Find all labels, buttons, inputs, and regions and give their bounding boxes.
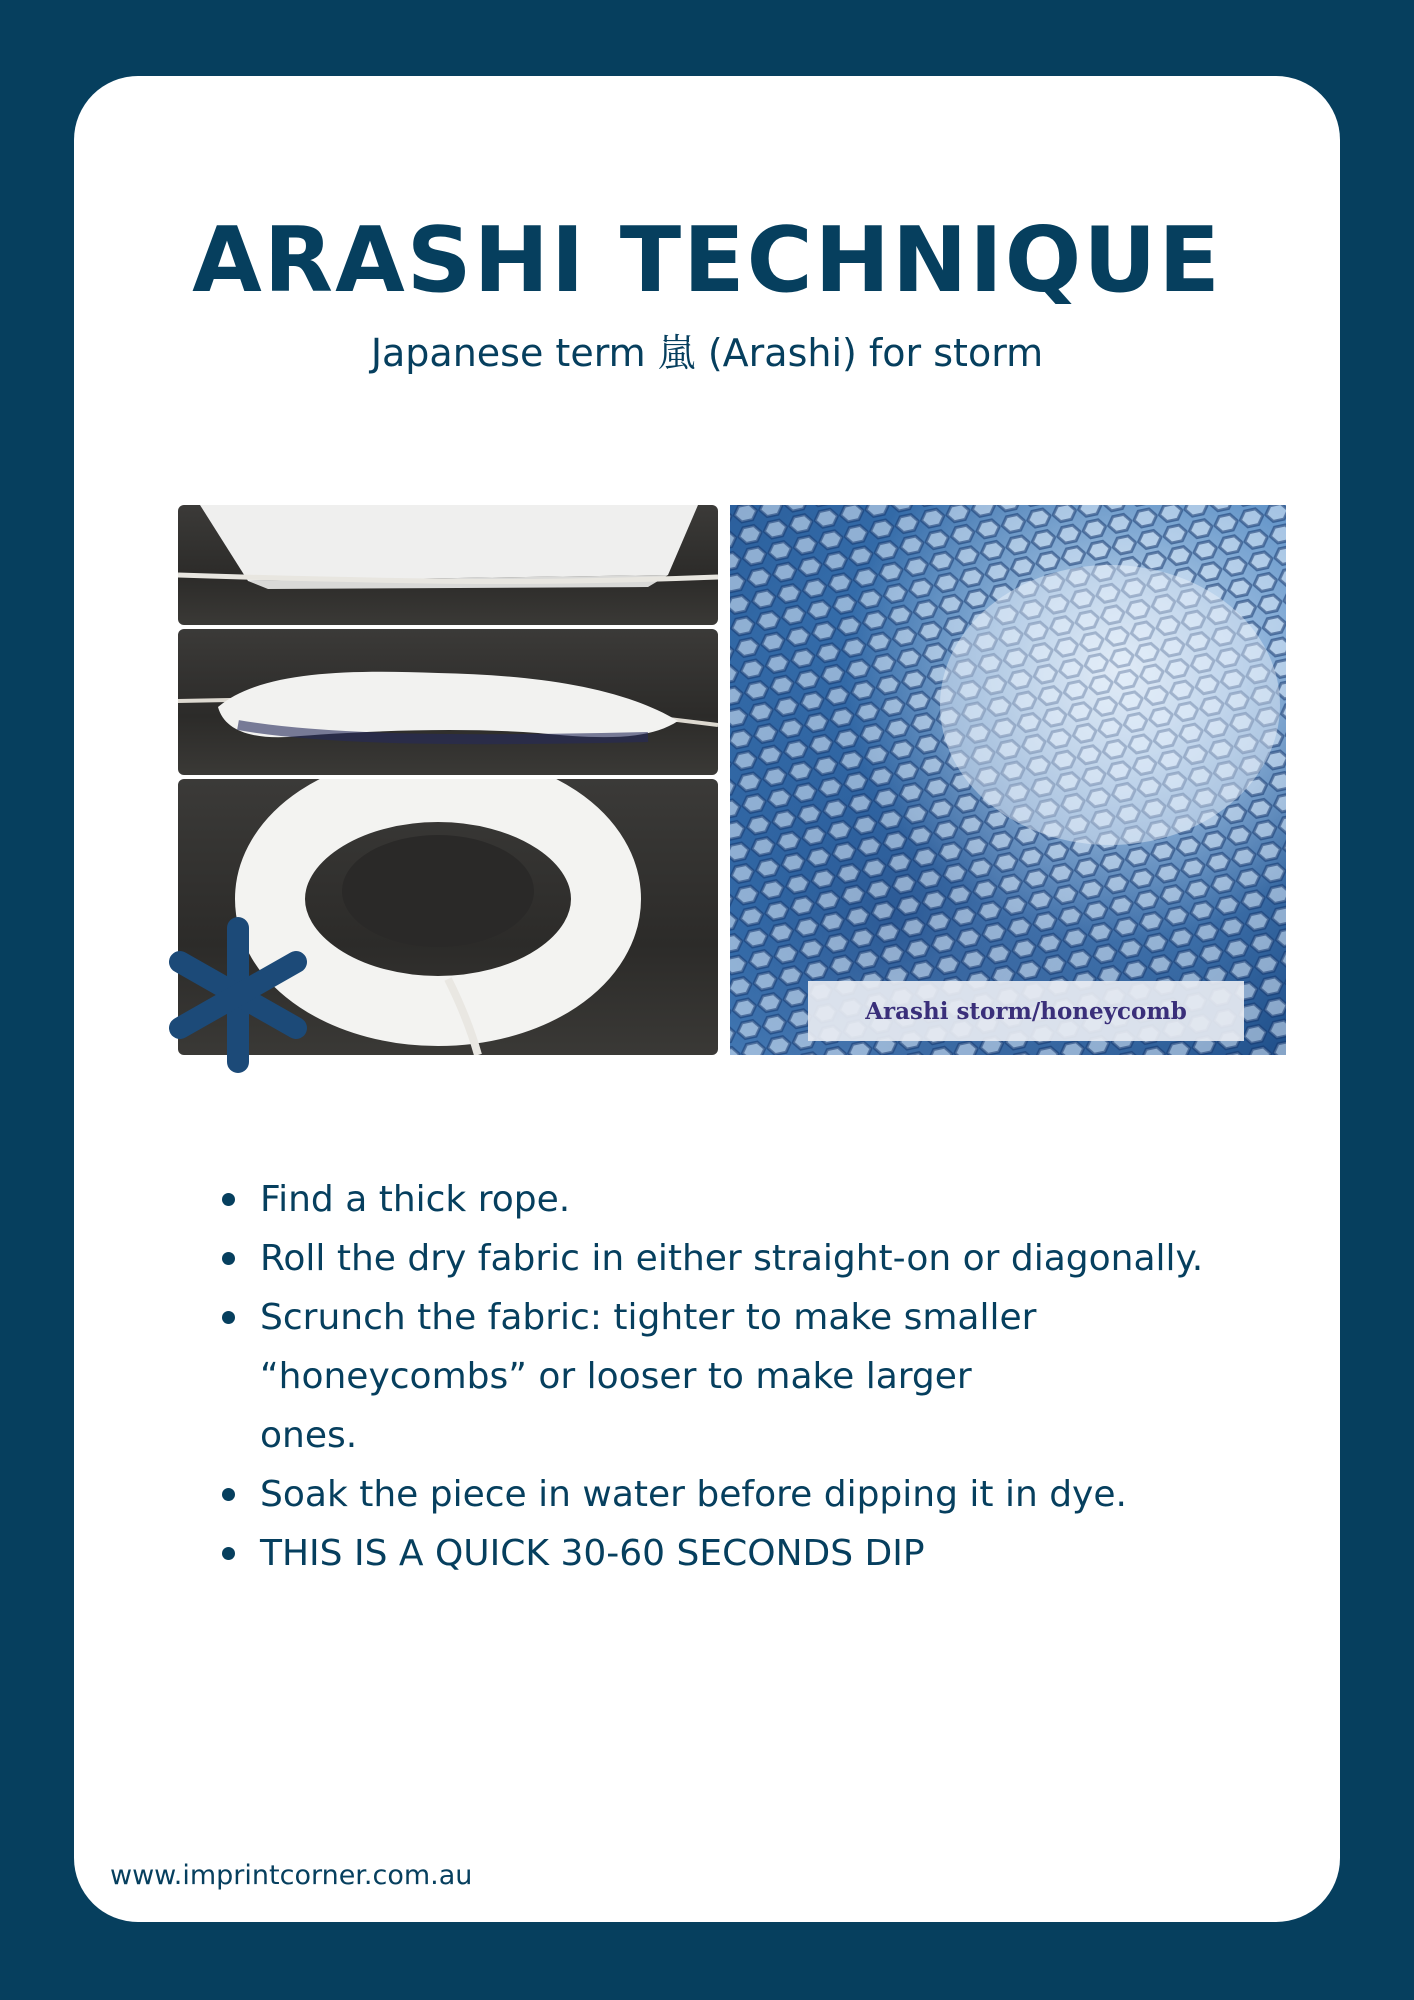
bullet-icon (222, 1488, 235, 1501)
bullet-icon (222, 1193, 235, 1206)
footer-website-link[interactable]: www.imprintcorner.com.au (110, 1860, 473, 1891)
bullet-icon (222, 1547, 235, 1560)
steps-list (220, 1170, 1280, 1583)
list-item: Find a thick rope. (220, 1170, 1280, 1229)
bullet-icon (222, 1311, 235, 1324)
list-item: THIS IS A QUICK 30-60 SECONDS DIP (220, 1524, 1280, 1583)
bullet-icon (222, 1252, 235, 1265)
photo-fabric-on-rope (178, 505, 718, 625)
info-card (74, 76, 1340, 1922)
list-item: Scrunch the fabric: tighter to make smaller “honeycombs” or looser to make larger ones. (220, 1288, 1060, 1465)
page-title: ARASHI TECHNIQUE (192, 208, 1222, 313)
photo-honeycomb-result (730, 505, 1286, 1055)
list-item: Roll the dry fabric in either straight-on or diagonally. (220, 1229, 1280, 1288)
page-subtitle: Japanese term 嵐 (Arashi) for storm (370, 331, 1044, 375)
caption-storm-honeycomb: Arashi storm/honeycomb (808, 981, 1244, 1041)
photo-scrunched-fabric (178, 629, 718, 775)
photo-collage (178, 505, 1296, 1055)
asterisk-icon (162, 910, 314, 1080)
list-item: Soak the piece in water before dipping it in dye. (220, 1465, 1280, 1524)
